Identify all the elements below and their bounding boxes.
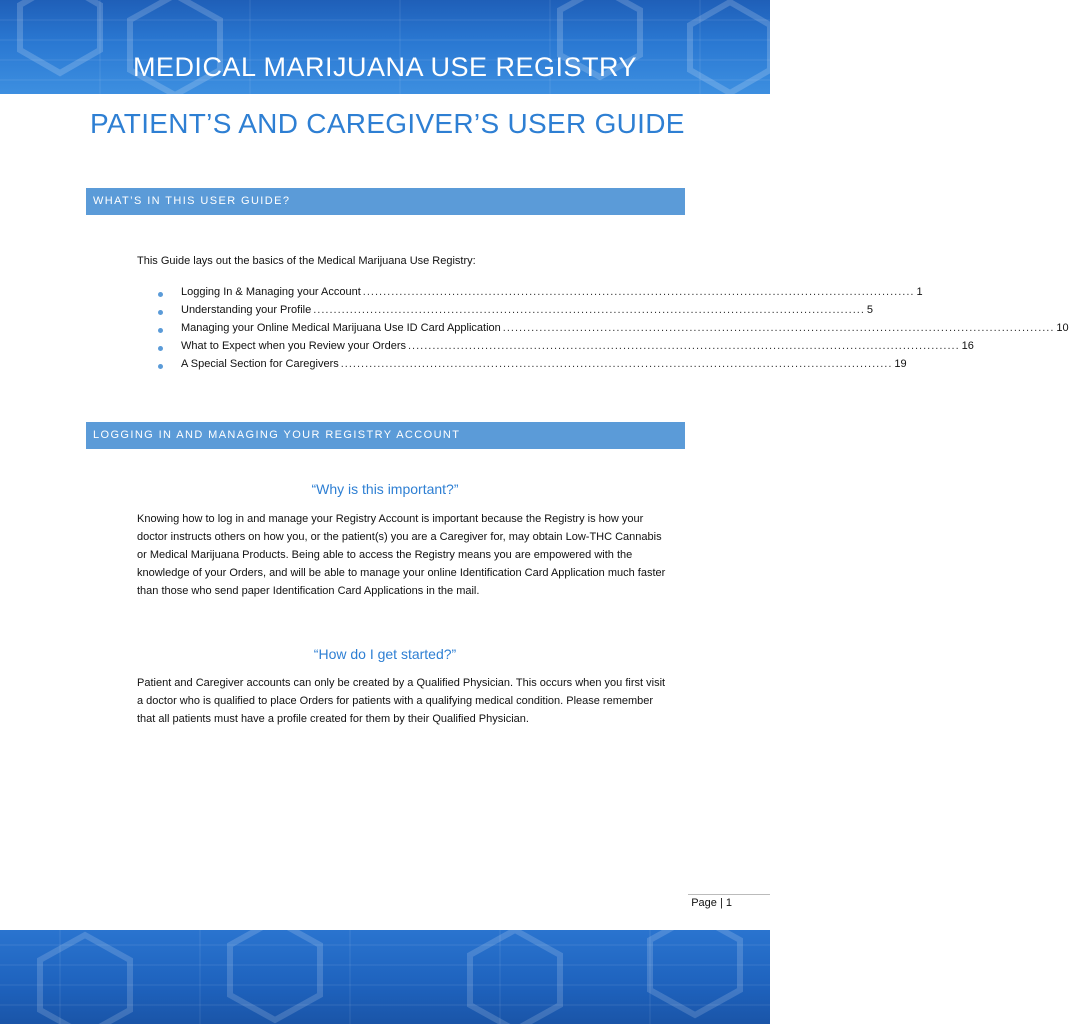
toc-item-label: Logging In & Managing your Account	[181, 286, 361, 298]
bullet-icon	[158, 328, 163, 333]
bullet-icon	[158, 346, 163, 351]
question-heading-importance: “Why is this important?”	[311, 481, 459, 497]
toc-leader-dots: ........................................................................................................................................	[340, 358, 893, 370]
toc-item-label: Managing your Online Medical Marijuana Use ID Card Application	[181, 322, 501, 334]
footer-divider	[688, 894, 770, 895]
toc-item-page: 19	[894, 358, 907, 370]
toc-item-label: What to Expect when you Review your Orders	[181, 340, 406, 352]
toc-item-page: 10	[1056, 322, 1069, 334]
toc-item-page: 1	[916, 286, 923, 298]
footer-banner	[0, 930, 770, 1024]
toc-leader-dots: ........................................................................................................................................	[362, 286, 915, 298]
toc-item[interactable]	[158, 286, 923, 304]
bullet-icon	[158, 292, 163, 297]
document-title: MEDICAL MARIJUANA USE REGISTRY	[132, 52, 638, 82]
intro-text: This Guide lays out the basics of the Medical Marijuana Use Registry:	[137, 255, 476, 267]
page-number: Page | 1	[691, 897, 732, 909]
toc-item-label: A Special Section for Caregivers	[181, 358, 339, 370]
toc-item-page: 16	[961, 340, 974, 352]
document-subtitle: PATIENT’S AND CAREGIVER’S USER GUIDE	[90, 108, 685, 139]
toc-item[interactable]	[158, 340, 974, 358]
toc-item[interactable]	[158, 358, 907, 376]
toc-item-label: Understanding your Profile	[181, 304, 312, 316]
toc-item[interactable]	[158, 322, 1069, 340]
paragraph-importance: Knowing how to log in and manage your Registry Account is important because the Registry is how your doctor instructs others on how you, or the patient(s) you are a Caregiver for, may obtain Low-THC Cannabis or Medical Marijuana Products. Being able to access the Registry means you are empowered with the knowledge of your Orders, and will be able to manage your online Identification Card Application much faster than those who send paper Identification Card Applications in the mail.	[137, 513, 666, 597]
section-heading-user-guide: WHAT’S IN THIS USER GUIDE?	[86, 188, 685, 215]
section-heading-logging-in: LOGGING IN AND MANAGING YOUR REGISTRY ACCOUNT	[86, 422, 685, 449]
toc-item-page: 5	[866, 304, 874, 316]
toc-leader-dots: ........................................................................................................................................	[313, 304, 865, 316]
toc-leader-dots: ........................................................................................................................................	[502, 322, 1055, 334]
toc-leader-dots: ........................................................................................................................................	[407, 340, 960, 352]
table-of-contents	[158, 286, 1069, 376]
bullet-icon	[158, 364, 163, 369]
question-heading-getting-started: “How do I get started?”	[313, 646, 457, 662]
toc-item[interactable]	[158, 304, 874, 322]
hexagon-pattern-decoration	[0, 930, 770, 1024]
paragraph-getting-started: Patient and Caregiver accounts can only be created by a Qualified Physician. This occurs when you first visit a doctor who is qualified to place Orders for patients with a qualifying medical condition. Please remember that all patients must have a profile created for them by their Qualified Physician.	[137, 677, 666, 725]
bullet-icon	[158, 310, 163, 315]
